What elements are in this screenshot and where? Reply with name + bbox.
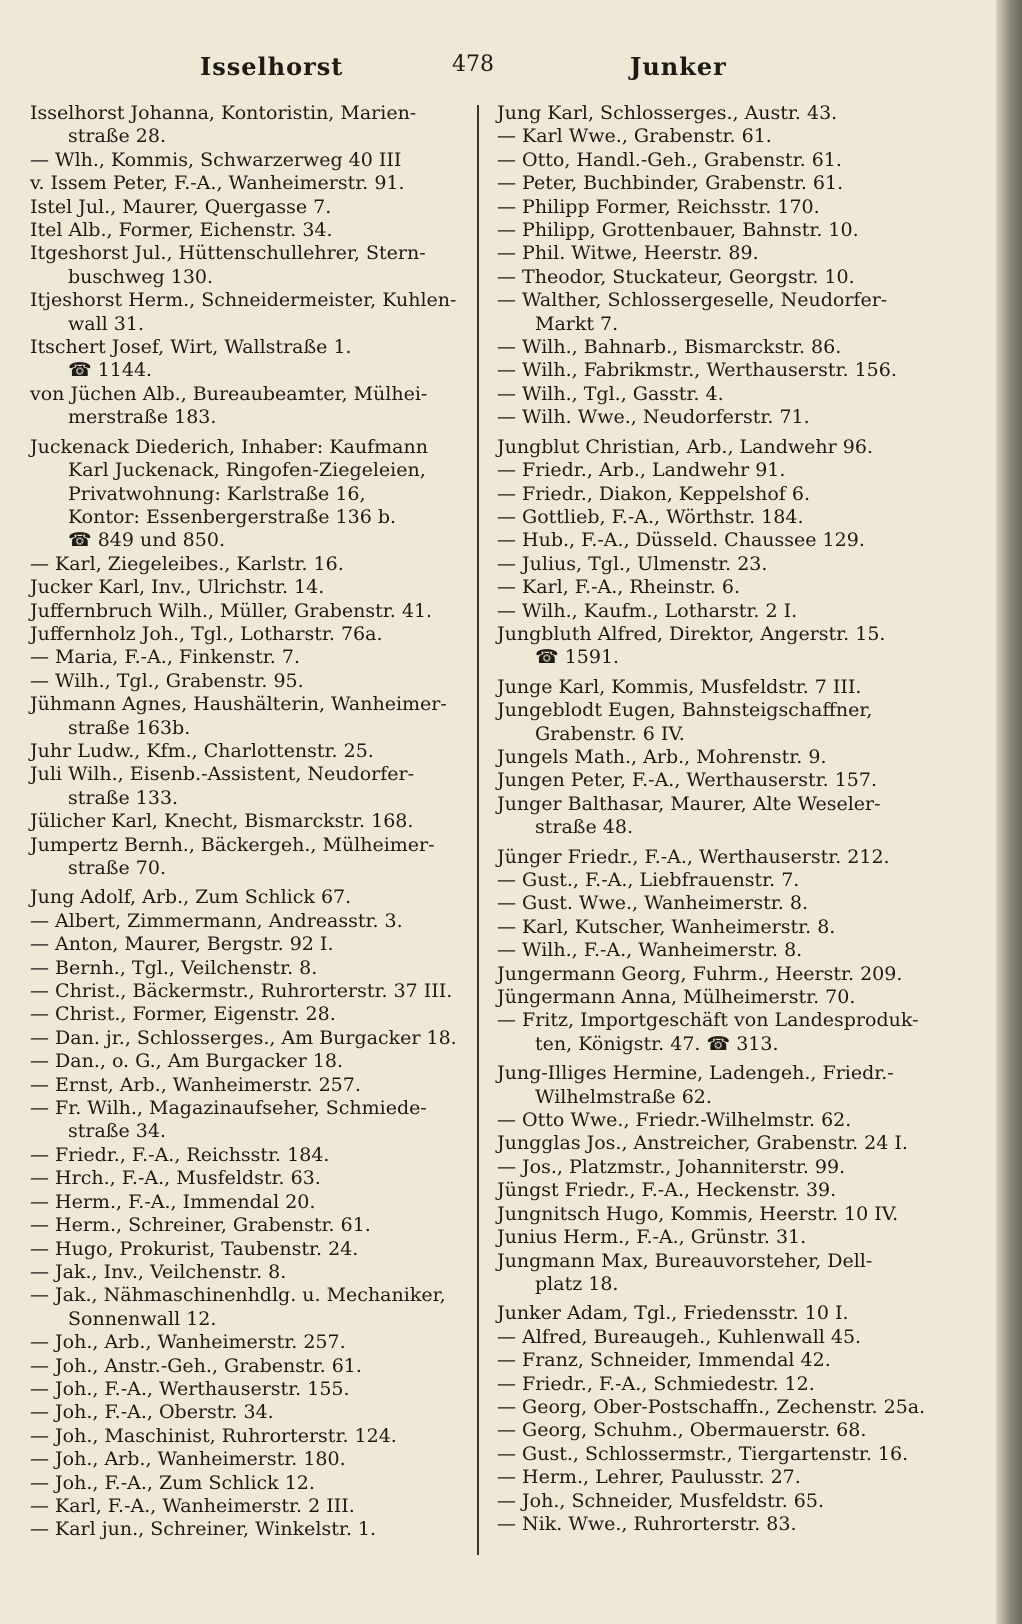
directory-entry (30, 623, 458, 646)
entry-line: — Georg, Schuhm., Obermauerstr. 68. (497, 1419, 867, 1442)
entry-line: Jünger Friedr., F.-A., Werthauserstr. 212. (497, 845, 890, 868)
directory-entry (497, 436, 935, 459)
directory-entry (497, 172, 935, 195)
directory-entry (497, 1179, 935, 1202)
directory-entry (497, 1109, 935, 1132)
entry-line: — Joh., Schneider, Musfeldstr. 65. (497, 1489, 825, 1512)
entry-line: — Herm., F.-A., Immendal 20. (30, 1190, 316, 1213)
entry-line: — Karl Wwe., Grabenstr. 61. (497, 125, 772, 148)
entry-line: Jülicher Karl, Knecht, Bismarckstr. 168. (30, 810, 414, 833)
directory-entry (497, 266, 935, 289)
entry-line: — Alfred, Bureaugeh., Kuhlenwall 45. (497, 1325, 862, 1348)
directory-entry (30, 646, 458, 669)
entry-line: — Georg, Ober-Postschaffn., Zechenstr. 25a. (497, 1395, 926, 1418)
entry-line: — Nik. Wwe., Ruhrorterstr. 83. (497, 1512, 797, 1535)
entry-line: — Wilh., Tgl., Gasstr. 4. (497, 382, 724, 405)
directory-entry (30, 172, 458, 195)
entry-line: — Wilh., Fabrikmstr., Werthauserstr. 156. (497, 359, 897, 382)
directory-entry (30, 886, 458, 909)
directory-entry (497, 553, 935, 576)
directory-entry (497, 1250, 935, 1297)
directory-entry (30, 1261, 458, 1284)
column-divider (477, 105, 479, 1555)
directory-entry (30, 1495, 458, 1518)
entry-line: — Anton, Maurer, Bergstr. 92 I. (30, 933, 334, 956)
entry-line: — Friedr., F.-A., Reichsstr. 184. (30, 1143, 330, 1166)
entry-line: Junker Adam, Tgl., Friedensstr. 10 I. (497, 1302, 849, 1325)
directory-entry (497, 383, 935, 406)
entry-line: — Friedr., F.-A., Schmiedestr. 12. (497, 1372, 815, 1395)
entry-line: — Otto Wwe., Friedr.-Wilhelmstr. 62. (497, 1109, 852, 1132)
directory-entry (30, 1331, 458, 1354)
directory-entry (497, 529, 935, 552)
entry-line: — Joh., F.-A., Oberstr. 34. (30, 1401, 274, 1424)
directory-entry (497, 406, 935, 429)
directory-entry (497, 699, 935, 746)
entry-continuation-line: Markt 7. (535, 312, 619, 335)
directory-entry (30, 196, 458, 219)
entry-line: — Gust., F.-A., Liebfrauenstr. 7. (497, 869, 800, 891)
directory-entry (30, 1378, 458, 1401)
directory-entry (497, 963, 935, 986)
directory-entry (30, 810, 458, 833)
directory-entry (497, 219, 935, 242)
directory-entry (30, 1214, 458, 1237)
directory-entry (497, 892, 935, 915)
entry-line: Itschert Josef, Wirt, Wallstraße 1. (30, 336, 352, 359)
directory-entry (497, 1443, 935, 1466)
entry-line: Isselhorst Johanna, Kontoristin, Marien- (30, 102, 417, 124)
directory-entry (30, 1401, 458, 1424)
entry-line: — Herm., Lehrer, Paulusstr. 27. (497, 1466, 801, 1489)
entry-line: Jungen Peter, F.-A., Werthauserstr. 157. (497, 769, 878, 792)
entry-line: Jung-Illiges Hermine, Ladengeh., Friedr.- (497, 1062, 894, 1085)
entry-line: — Karl, F.-A., Wanheimerstr. 2 III. (30, 1494, 355, 1517)
directory-entry (30, 1027, 458, 1050)
page-number: 478 (452, 52, 494, 77)
entry-continuation-line: ☎ 1144. (68, 359, 153, 382)
directory-entry (497, 1419, 935, 1442)
entry-line: — Dan. jr., Schlosserges., Am Burgacker 18. (30, 1026, 457, 1049)
entry-continuation-line: wall 31. (68, 312, 144, 335)
entry-line: — Gottlieb, F.-A., Wörthstr. 184. (497, 505, 804, 528)
entry-line: — Christ., Bäckermstr., Ruhrorterstr. 37 III. (30, 980, 453, 1003)
directory-entry (30, 957, 458, 980)
entry-line: Jung Adolf, Arb., Zum Schlick 67. (30, 886, 352, 909)
entry-line: Jungblut Christian, Arb., Landwehr 96. (497, 435, 873, 458)
entry-line: — Karl, Ziegeleibes., Karlstr. 16. (30, 552, 344, 575)
directory-entry (497, 1373, 935, 1396)
directory-entry (30, 1191, 458, 1214)
directory-entry (30, 553, 458, 576)
entry-line: — Friedr., Diakon, Keppelshof 6. (497, 482, 811, 505)
left-column (30, 102, 458, 1542)
entry-line: Junius Herm., F.-A., Grünstr. 31. (497, 1226, 807, 1249)
entry-continuation-line: platz 18. (535, 1272, 619, 1295)
entry-continuation-line: straße 163b. (68, 716, 191, 739)
entry-continuation-line: straße 133. (68, 786, 179, 809)
directory-entry (30, 740, 458, 763)
entry-line: Juli Wilh., Eisenb.-Assistent, Neudorfer- (30, 763, 414, 786)
directory-entry (30, 933, 458, 956)
entry-line: Juhr Ludw., Kfm., Charlottenstr. 25. (30, 739, 374, 762)
directory-entry (497, 483, 935, 506)
entry-line: — Hugo, Prokurist, Taubenstr. 24. (30, 1237, 359, 1260)
entry-line: Jungels Math., Arb., Mohrenstr. 9. (497, 745, 827, 768)
directory-entry (30, 1074, 458, 1097)
entry-continuation-line: Privatwohnung: Karlstraße 16, (68, 482, 366, 505)
directory-entry (497, 600, 935, 623)
book-spine-edge (996, 0, 1022, 1624)
entry-line: Jungermann Georg, Fuhrm., Heerstr. 209. (497, 962, 903, 985)
entry-line: — Karl, F.-A., Rheinstr. 6. (497, 576, 741, 599)
entry-line: Jungmann Max, Bureauvorsteher, Dell- (497, 1249, 873, 1272)
entry-line: Jungbluth Alfred, Direktor, Angerstr. 15. (497, 622, 886, 645)
entry-continuation-line: Grabenstr. 6 IV. (535, 722, 685, 745)
directory-entry (30, 1425, 458, 1448)
directory-entry (497, 149, 935, 172)
directory-entry (30, 1003, 458, 1026)
directory-entry (497, 1226, 935, 1249)
directory-entry (497, 916, 935, 939)
directory-entry (497, 1062, 935, 1109)
entry-line: — Fr. Wilh., Magazinaufseher, Schmiede- (30, 1097, 427, 1120)
directory-entry (497, 1490, 935, 1513)
entry-line: — Hrch., F.-A., Musfeldstr. 63. (30, 1167, 321, 1190)
entry-line: Itgeshorst Jul., Hüttenschullehrer, Stern- (30, 242, 426, 265)
directory-entry (497, 1009, 935, 1056)
directory-entry (497, 336, 935, 359)
directory-entry (30, 1518, 458, 1541)
entry-continuation-line: ten, Königstr. 47. ☎ 313. (535, 1032, 779, 1055)
directory-entry (497, 869, 935, 892)
entry-line: — Peter, Buchbinder, Grabenstr. 61. (497, 172, 844, 195)
entry-continuation-line: Karl Juckenack, Ringofen-Ziegeleien, (68, 459, 426, 482)
entry-line: Jungnitsch Hugo, Kommis, Heerstr. 10 IV. (497, 1202, 899, 1225)
entry-line: — Hub., F.-A., Düsseld. Chaussee 129. (497, 529, 865, 552)
directory-entry (30, 383, 458, 430)
entry-line: — Wilh., Tgl., Grabenstr. 95. (30, 669, 304, 692)
directory-entry (497, 242, 935, 265)
entry-continuation-line: straße 48. (535, 816, 633, 839)
directory-entry (497, 359, 935, 382)
directory-entry (497, 125, 935, 148)
entry-line: Jüngermann Anna, Mülheimerstr. 70. (497, 986, 856, 1009)
directory-entry (30, 1167, 458, 1190)
entry-line: — Albert, Zimmermann, Andreasstr. 3. (30, 909, 403, 932)
entry-line: v. Issem Peter, F.-A., Wanheimerstr. 91. (30, 172, 405, 195)
directory-entry (497, 196, 935, 219)
entry-continuation-line: Wilhelmstraße 62. (535, 1085, 712, 1108)
directory-entry (497, 102, 935, 125)
entry-line: Junge Karl, Kommis, Musfeldstr. 7 III. (497, 675, 862, 698)
directory-entry (497, 1156, 935, 1179)
entry-continuation-line: straße 34. (68, 1120, 166, 1143)
directory-entry (30, 1448, 458, 1471)
directory-entry (497, 459, 935, 482)
entry-line: — Wilh., Bahnarb., Bismarckstr. 86. (497, 336, 842, 359)
directory-entry (30, 693, 458, 740)
entry-line: — Herm., Schreiner, Grabenstr. 61. (30, 1214, 371, 1237)
entry-continuation-line: buschweg 130. (68, 265, 214, 288)
directory-entry (497, 623, 935, 670)
right-column (497, 102, 935, 1536)
entry-line: — Joh., F.-A., Werthauserstr. 155. (30, 1377, 350, 1400)
entry-line: Jungglas Jos., Anstreicher, Grabenstr. 24 I. (497, 1132, 908, 1155)
directory-entry (30, 1472, 458, 1495)
entry-line: — Dan., o. G., Am Burgacker 18. (30, 1050, 344, 1073)
entry-line: — Joh., Anstr.-Geh., Grabenstr. 61. (30, 1354, 362, 1377)
directory-entry (497, 1326, 935, 1349)
directory-entry (30, 1144, 458, 1167)
header-right-keyword: Junker (630, 52, 727, 81)
entry-continuation-line: Sonnenwall 12. (68, 1307, 217, 1330)
directory-entry (497, 746, 935, 769)
entry-line: Jumpertz Bernh., Bäckergeh., Mülheimer- (30, 833, 435, 856)
entry-line: Itel Alb., Former, Eichenstr. 34. (30, 219, 333, 242)
entry-continuation-line: straße 28. (68, 125, 166, 148)
directory-entry (30, 910, 458, 933)
entry-line: — Philipp, Grottenbauer, Bahnstr. 10. (497, 219, 859, 242)
entry-line: Juckenack Diederich, Inhaber: Kaufmann (30, 435, 428, 458)
directory-entry (30, 980, 458, 1003)
entry-line: Juffernholz Joh., Tgl., Lotharstr. 76a. (30, 622, 383, 645)
directory-entry (30, 102, 458, 149)
entry-line: — Karl jun., Schreiner, Winkelstr. 1. (30, 1518, 377, 1541)
directory-entry (30, 1355, 458, 1378)
header-left-keyword: Isselhorst (200, 52, 344, 81)
entry-continuation-line: merstraße 183. (68, 406, 217, 429)
directory-entry (497, 1132, 935, 1155)
entry-line: — Wilh. Wwe., Neudorferstr. 71. (497, 406, 810, 429)
directory-entry (30, 289, 458, 336)
entry-line: Jüngst Friedr., F.-A., Heckenstr. 39. (497, 1179, 837, 1202)
directory-entry (497, 1513, 935, 1536)
entry-line: Jucker Karl, Inv., Ulrichstr. 14. (30, 576, 325, 599)
entry-line: — Wilh., Kaufm., Lotharstr. 2 I. (497, 599, 798, 622)
entry-line: — Joh., F.-A., Zum Schlick 12. (30, 1471, 315, 1494)
entry-continuation-line: straße 70. (68, 857, 166, 879)
directory-entry (30, 149, 458, 172)
entry-line: Jungeblodt Eugen, Bahnsteigschaffner, (497, 699, 873, 722)
entry-continuation-line: Kontor: Essenbergerstraße 136 b. (68, 505, 397, 528)
entry-line: — Wlh., Kommis, Schwarzerweg 40 III (30, 148, 402, 171)
entry-line: — Gust., Schlossermstr., Tiergartenstr. 16. (497, 1442, 909, 1465)
entry-line: Juffernbruch Wilh., Müller, Grabenstr. 41. (30, 599, 433, 622)
entry-line: — Walther, Schlossergeselle, Neudorfer- (497, 289, 888, 312)
directory-entry (30, 1050, 458, 1073)
entry-line: — Joh., Arb., Wanheimerstr. 180. (30, 1448, 346, 1471)
entry-line: — Theodor, Stuckateur, Georgstr. 10. (497, 265, 855, 288)
directory-entry (497, 1396, 935, 1419)
directory-entry (497, 793, 935, 840)
directory-entry (30, 1238, 458, 1261)
directory-entry (497, 986, 935, 1009)
directory-entry (497, 1349, 935, 1372)
directory-entry (497, 1466, 935, 1489)
entry-line: — Fritz, Importgeschäft von Landesproduk- (497, 1009, 919, 1032)
entry-line: — Phil. Witwe, Heerstr. 89. (497, 242, 759, 265)
directory-entry (497, 676, 935, 699)
entry-line: — Franz, Schneider, Immendal 42. (497, 1349, 831, 1372)
directory-entry (497, 289, 935, 336)
entry-line: Junger Balthasar, Maurer, Alte Weseler- (497, 792, 881, 815)
directory-entry (30, 436, 458, 553)
entry-line: — Otto, Handl.-Geh., Grabenstr. 61. (497, 148, 842, 171)
directory-entry (30, 1284, 458, 1331)
directory-entry (497, 1203, 935, 1226)
directory-entry (497, 576, 935, 599)
entry-line: Itjeshorst Herm., Schneidermeister, Kuhlen- (30, 289, 457, 312)
entry-line: — Joh., Maschinist, Ruhrorterstr. 124. (30, 1424, 397, 1447)
entry-line: — Joh., Arb., Wanheimerstr. 257. (30, 1331, 346, 1354)
directory-entry (30, 242, 458, 289)
entry-line: — Friedr., Arb., Landwehr 91. (497, 459, 786, 482)
entry-line: — Maria, F.-A., Finkenstr. 7. (30, 646, 300, 669)
directory-entry (497, 506, 935, 529)
directory-entry (497, 769, 935, 792)
directory-entry (497, 939, 935, 962)
entry-line: — Wilh., F.-A., Wanheimerstr. 8. (497, 939, 803, 962)
entry-line: — Christ., Former, Eigenstr. 28. (30, 1003, 336, 1026)
directory-entry (30, 763, 458, 810)
entry-line: Jung Karl, Schlosserges., Austr. 43. (497, 102, 838, 124)
entry-continuation-line: ☎ 849 und 850. (68, 529, 225, 552)
entry-continuation-line: ☎ 1591. (535, 646, 620, 669)
directory-entry (30, 670, 458, 693)
entry-line: — Jak., Nähmaschinenhdlg. u. Mechaniker, (30, 1284, 446, 1307)
entry-line: von Jüchen Alb., Bureaubeamter, Mülhei- (30, 382, 428, 405)
entry-line: — Philipp Former, Reichsstr. 170. (497, 195, 820, 218)
directory-entry (30, 336, 458, 383)
directory-entry (30, 219, 458, 242)
directory-entry (30, 576, 458, 599)
directory-entry (30, 834, 458, 881)
entry-line: — Gust. Wwe., Wanheimerstr. 8. (497, 892, 809, 915)
entry-line: Istel Jul., Maurer, Quergasse 7. (30, 195, 332, 218)
entry-line: — Ernst, Arb., Wanheimerstr. 257. (30, 1073, 361, 1096)
directory-entry (30, 1097, 458, 1144)
entry-line: Jühmann Agnes, Haushälterin, Wanheimer- (30, 693, 447, 716)
entry-line: — Julius, Tgl., Ulmenstr. 23. (497, 552, 768, 575)
entry-line: — Jos., Platzmstr., Johanniterstr. 99. (497, 1155, 846, 1178)
directory-entry (497, 1302, 935, 1325)
entry-line: — Jak., Inv., Veilchenstr. 8. (30, 1260, 287, 1283)
page-header (0, 52, 1000, 92)
entry-line: — Bernh., Tgl., Veilchenstr. 8. (30, 956, 318, 979)
directory-entry (497, 846, 935, 869)
entry-line: — Karl, Kutscher, Wanheimerstr. 8. (497, 915, 836, 938)
directory-entry (30, 600, 458, 623)
